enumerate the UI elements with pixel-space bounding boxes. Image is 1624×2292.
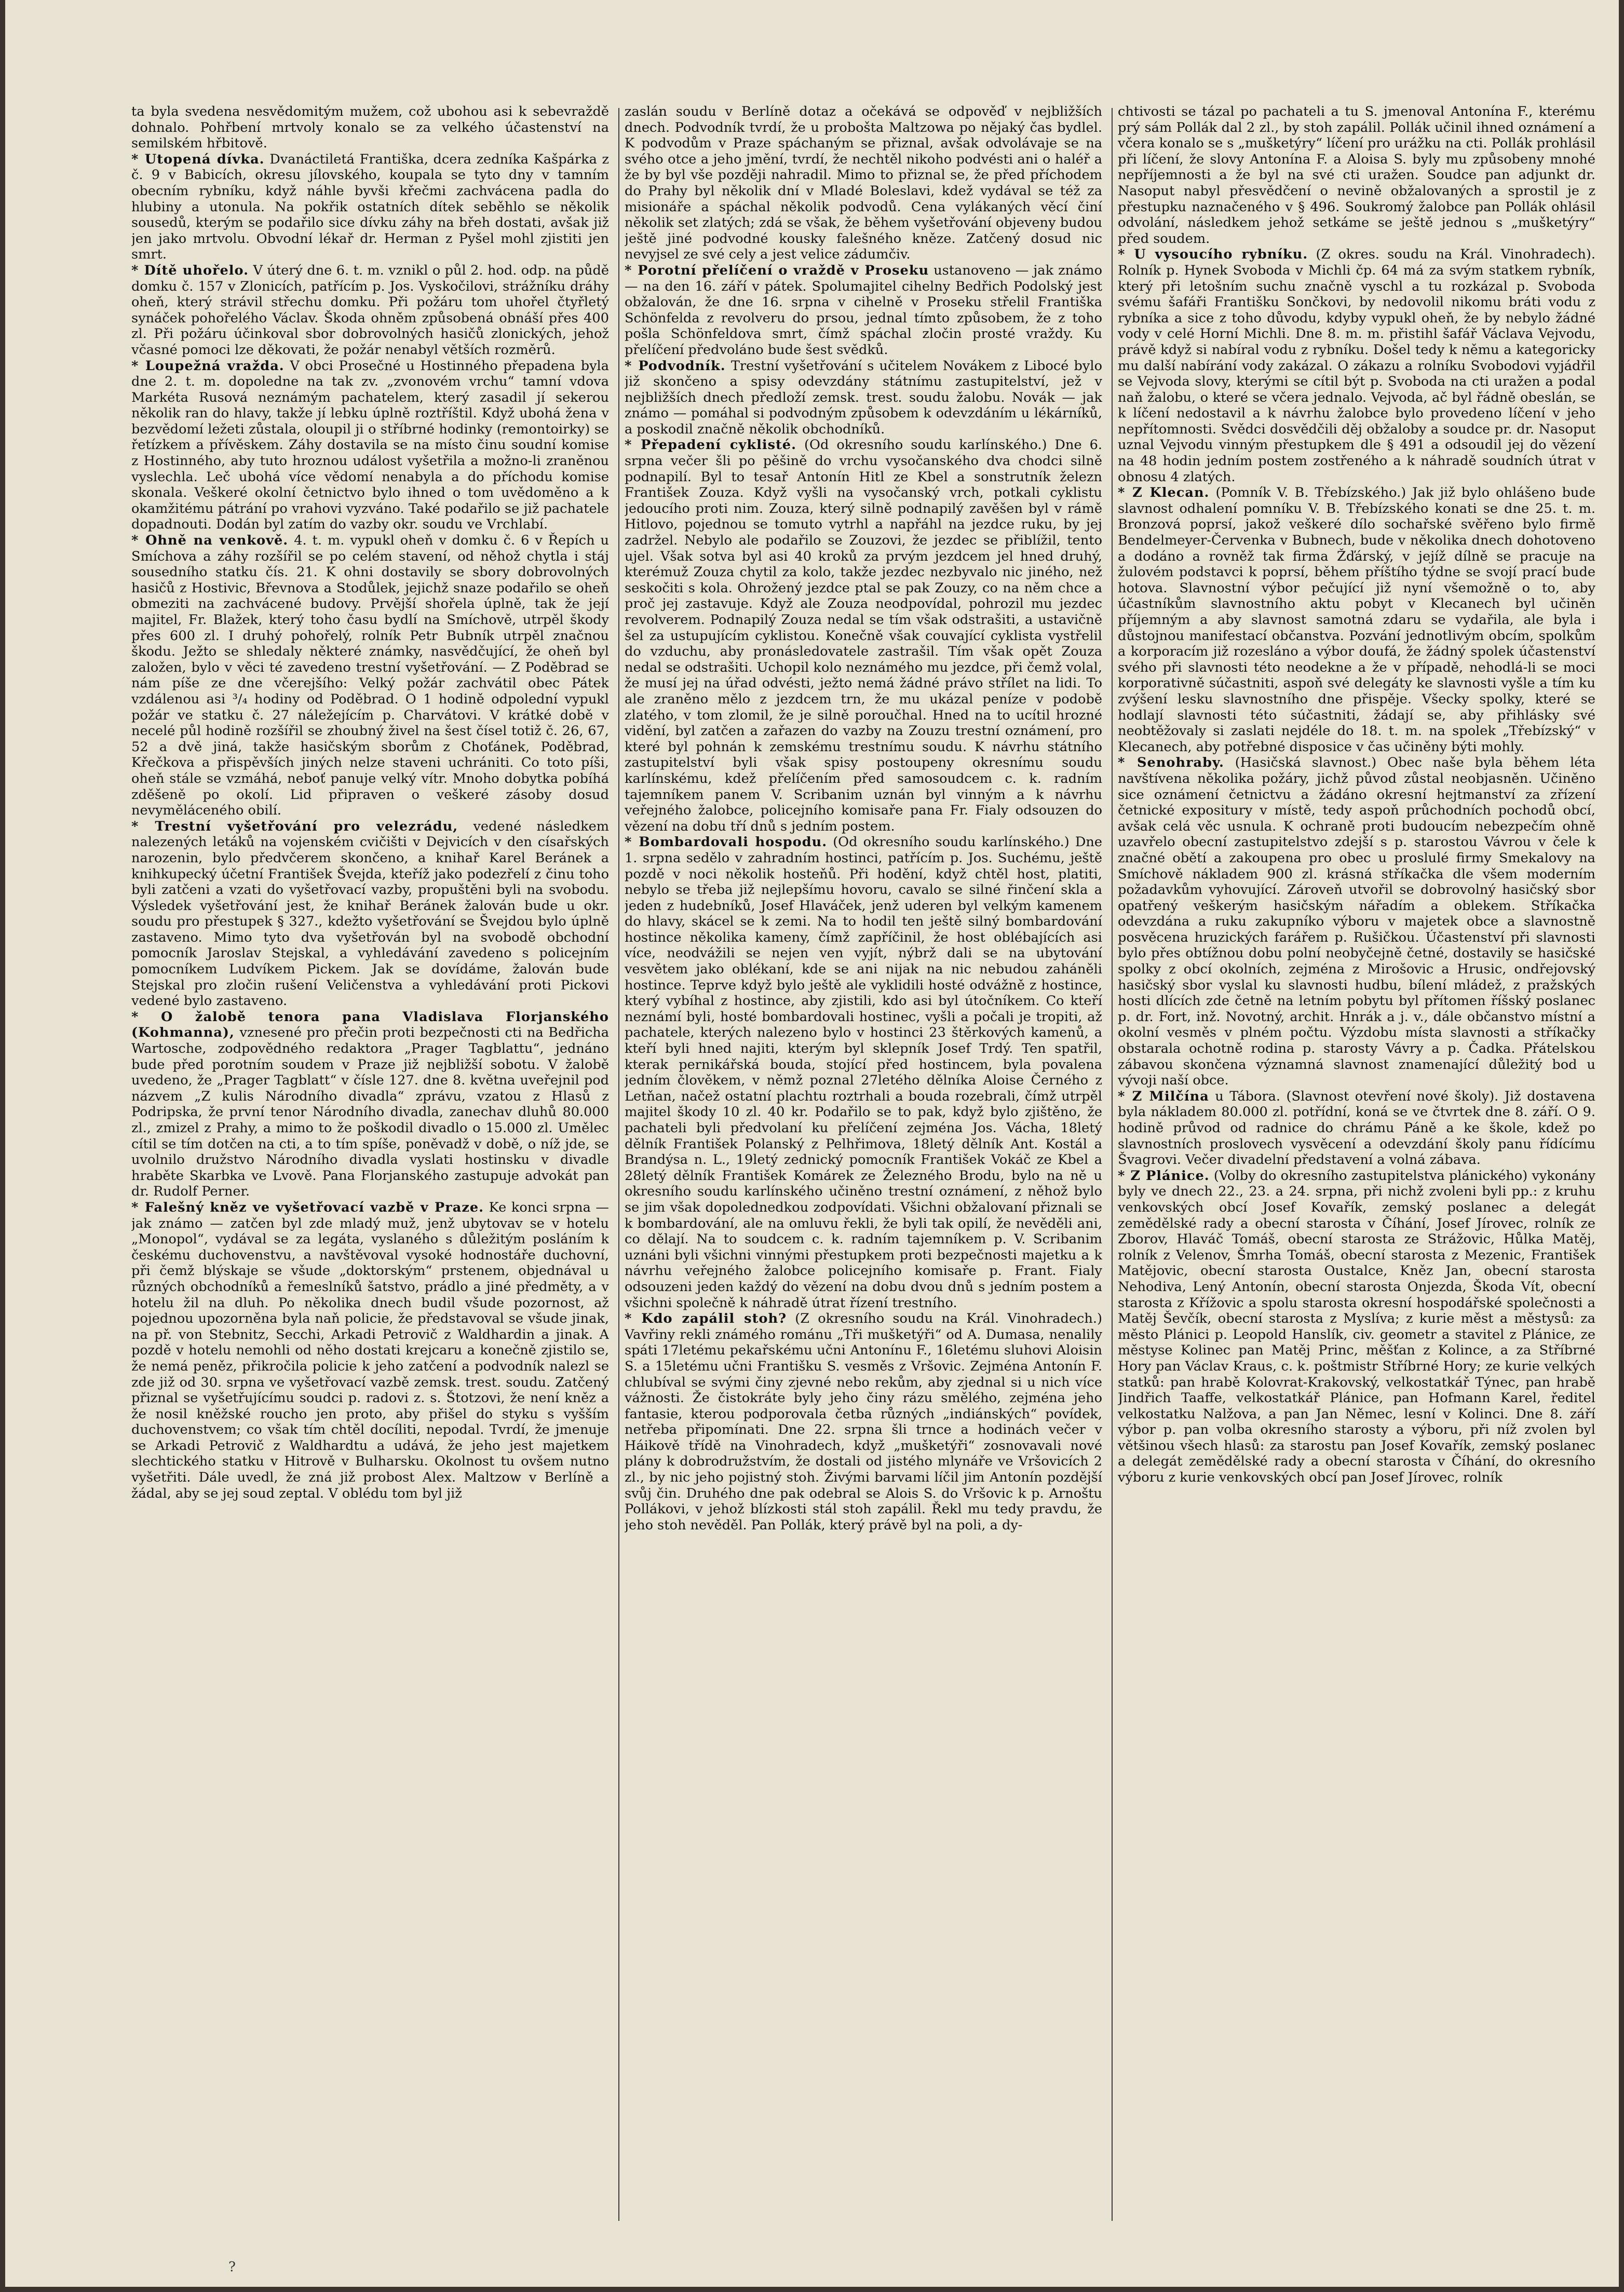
article-body: Trestní vyšetřování s učitelem Novákem z Libocé bylo již skončeno a spisy odevzdány státnímu zastupitelství, jež v nejbližších dnech předloží zemsk. trest. soudu žalobu. Novák — jak známo — pomáhal si podvodným způsobem k odevzdáním u lékárníků, a poskodil značně několik obchodníků. <box>625 358 1102 437</box>
article-paragraph <box>131 358 609 533</box>
column-3 <box>1118 104 1595 2222</box>
article-paragraph <box>1118 485 1595 755</box>
article-paragraph <box>131 104 609 152</box>
article-paragraph <box>1118 247 1595 485</box>
article-headline: * Z Milčína <box>1118 1088 1209 1104</box>
article-body: vznesené pro přečin proti bezpečnosti cti na Bedřicha Wartosche, zodpovědného redaktora „Prager Tagblattu“, jednáno bude před porotním soudem v Praze již nejbližší sobotu. V žalobě uvedeno, že „Prager Tagblatt“ v čísle 127. dne 8. května uveřejnil pod názvem „Z kulis Národního divadla“ zprávu, vzatou z Hlasů z Podripska, že první tenor Národního divadla, zanechav dluhů 80.000 zl., zmizel z Prahy, a mimo to že poškodil divadlo o 15.000 zl. Umělec cítil se tím dotčen na cti, a to tím spíše, poněvadž v době, o níž jde, se uvolnilo družstvo Národního divadla vyslati hostinsku v divadle hraběte Skarbka ve Lvově. Pana Florjanského zastupuje advokát pan dr. Rudolf Perner. <box>131 1025 609 1200</box>
article-body: u Tábora. (Slavnost otevření nové školy). Již dostavena byla nákladem 80.000 zl. potřídní, koná se ve čtvrtek dne 8. září. O 9. hodině průvod od radnice do chrámu Páně a ke škole, kdež po slavnostních proslovech vysvěcení a odevzdání školy panu řídícímu Švagrovi. Večer divadelní představení a volná zábava. <box>1118 1088 1595 1168</box>
article-headline: * Porotní přelíčení o vraždě v Proseku <box>625 262 929 278</box>
article-body: ta byla svedena nesvědomitým mužem, což ubohou asi k sebevraždě dohnalo. Pohřbení mrtvoly konalo se za velkého účastenství na semilském hřbitově. <box>131 104 609 152</box>
article-headline: * Ohně na venkově. <box>131 533 289 549</box>
article-body: chtivosti se tázal po pachateli a tu S. jmenoval Antonína F., kterému prý sám Pollák dal 2 zl., by stoh zapálil. Pollák učinil ihned oznámení a včera konalo se s „mušketýry“ líčení pro urážku na cti. Pollák prohlásil při líčení, že slovy Antonína F. a Aloisa S. byly mu způsobeny mnohé nepříjemnosti a že byl na své cti uražen. Soudce pan adjunkt dr. Nasoput nabyl přesvědčení o nevině obžalovaných a sprostil je z přestupku naznačeného v § 496. Soukromý žalobce pan Pollák ohlásil odvolání, následkem jehož setkáme se ještě jednou s „mušketýry“ před soudem. <box>1118 104 1595 247</box>
article-body: (Z okres. soudu na Král. Vinohradech). Rolník p. Hynek Svoboda v Michli čp. 64 má za svým statkem rybník, který při letošním suchu značně vyschl a tu rozkázal p. Svoboda svému šafáři Františku Sončkovi, by nedovolil nikomu bráti vodu z rybníka a sice z toho důvodu, kdyby vypukl oheň, že by nebylo žádné vody v celé Horní Michli. Dne 8. m. m. přistihl šafář Václava Vejvodu, právě když si nabíral vodu z rybníku. Došel tedy k němu a kategoricky mu další nabírání vody zakázal. O zákazu a rolníku Svobodovi vyjádřil se Vejvoda slovy, kterými se cítil být p. Svoboda na cti uražen a podal naň žalobu, o které se včera jednalo. Vejvoda, ač byl řádně obeslán, se k líčení nedostavil a k návrhu žalobce bylo provedeno líčení v jeho nepřítomnosti. Svědci dosvědčili děj obžaloby a soudce pr. dr. Nasoput uznal Vejvodu vinným přestupkem dle § 491 a odsoudil jej do vězení na 48 hodin jedním postem zostřeného a k náhradě soudních útrat v obnosu 4 zlatých. <box>1118 247 1595 485</box>
article-body: ustanoveno — jak známo — na den 16. září v pátek. Spolumajitel cihelny Bedřich Podolský jest obžalován, že dne 16. srpna v cihelně v Proseku střelil Františka Schönfelda z revolveru do prsou, jednal tímto způsobem, že z toho pošla Schönfeldova smrt, čímž spáchal zločin prosté vraždy. Ku přelíčení předvoláno bude šest svědků. <box>625 262 1102 358</box>
article-paragraph <box>1118 104 1595 247</box>
article-headline: * Přepadení cyklisté. <box>625 437 796 453</box>
article-paragraph <box>1118 755 1595 1088</box>
article-headline: * Kdo zapálil stoh? <box>625 1311 787 1327</box>
article-headline: * Podvodník. <box>625 358 726 374</box>
scan-edge-right <box>1619 0 1624 2292</box>
article-body: Dvanáctiletá Františka, dcera zedníka Kašpárka z č. 9 v Babicích, okresu jílovského, koupala se tyto dny v tamním obecním rybníku, když náhle byvši křečmi zachvácena padla do hlubiny a utonula. Na pokřik ostatních dítek seběhlo se několik sousedů, kterým se podařilo sice dívku záhy na břeh dostati, avšak již jen jako mrtvolu. Obvodní lékař dr. Herman z Pyšel mohl zjistiti jen smrt. <box>131 151 609 263</box>
article-body: (Pomník V. B. Třebízského.) Jak již bylo ohlášeno bude slavnost odhalení pomníku V. B. Třebízského konati se dne 25. t. m. Bronzová poprsí, jakož veškeré dílo sochařské svěřeno bylo firmě Bendelmeyer-Červenka v Bubnech, bude v několika dnech dohotoveno a dodáno a rovněž tak firma Žďárský, v jejíž dílně se pracuje na žulovém podstavci k poprsí, během příštího týdne se svojí prací bude hotova. Slavnostní výbor pečující již nyní všemožně o to, aby účastníkům slavnostního aktu pobyt v Klecanech byl učiněn příjemným a aby slavnost samotná zdaru se vydařila, ale byla i důstojnou manifestací občanstva. Pozvání jednotlivým obcím, spolkům a korporacím již rozesláno a výbor doufá, že žádný spolek účastenství svého při slavnosti této neodekne a že v případě, nehodlá-li se moci korporativně súčastniti, aspoň své delegáty ke slavnosti vyšle a tím ku zvýšení lesku slavnostního dne přispěje. Všecky spolky, které se hodlají slavnosti této súčastniti, žádají se, aby přihlásky své neobtěžovaly si zaslati nejdéle do 18. t. m. na spolek „Třebízský“ v Klecanech, aby potřebné disposice v čas učiněny býti mohly. <box>1118 485 1595 755</box>
article-headline: * Trestní vyšetřování pro velezrádu, <box>131 818 458 834</box>
article-paragraph <box>625 1311 1102 1533</box>
article-paragraph <box>625 104 1102 263</box>
article-body: (Od okresního soudu karlínského.) Dne 1. srpna sedělo v zahradním hostinci, patřícím p. Jos. Suchému, ještě pozdě v noci několik hosteňů. Při hodění, když chtěl host, platiti, nebylo se třeba již nejlepšímu hovoru, cavalo se silné řinčení skla a jeden z hudebníků, Josef Hlaváček, jenž uderen byl velkým kamenem do hlavy, skácel se k zemi. Na to hodil ten ještě silný bombardování hostince několika kameny, čímž zapříčinil, že host oblébajících asi více, neodvážili se nejen ven vyjít, nýbrž dali se na ubytování vesvětem jako oblékaní, kde se ani nijak na nic nebudou zaháněli hostince. Teprve když bylo ještě ale vyklidili hosté odvážně z hostince, který vybíhal z hostince, aby zjistili, kdo asi byl útočníkem. Co kteří neznámí byli, hosté bombardovali hostinec, vyšli a počali je tropiti, až pachatele, kterých nalezeno bylo v hostinci 23 štěrkových kamenů, a kteří byli hned najiti, kterým byl sklepník Josef Trdý. Ten spatřil, kterak pernikářská bouda, stojící před hostincem, byla povalena jedním člověkem, v němž poznal 27letého dělníka Aloise Černého z Letňan, načež ostatní plachtu roztrhali a bouda rozebrali, čímž utrpěl majitel škody 10 zl. 40 kr. Podařilo se to pak, když bylo zjištěno, že pachateli byli předvolaní ku přelíčení zejména Jos. Vácha, 18letý dělník František Polanský z Pelhřimova, 18letý dělník Ant. Kostál a Brandýsa n. L., 19letý zednický pomocník František Vokáč ze Kbel a 28letý dělník František Komárek ze Železného Brodu, bylo na ně u okresního soudu karlínského učiněno trestní oznámení, z něhož bylo se jim však dopolednedkou zodpovídati. Všichni obžalovaní přiznali se k bombardování, ale na omluvu řekli, že byli tak opilí, že nevěděli ani, co dělají. Na to soudcem c. k. radním tajemníkem p. V. Scribanim uznáni byli všichni vinnými přestupkem proti bezpečnosti majetku a k návrhu veřejného žalobce policejního komisaře p. Frant. Fialy odsouzeni jeden každý do vězení na dobu dvou dnů s jedním postem a všichni společně k náhradě útrat řízení trestního. <box>625 834 1102 1311</box>
column-divider <box>618 108 619 2221</box>
article-paragraph <box>625 437 1102 834</box>
article-headline: * O žalobě tenora pana Vladislava Florjanského (Kohmanna), <box>131 1009 609 1041</box>
article-headline: * Z Klecan. <box>1118 485 1210 501</box>
column-2 <box>625 104 1102 2222</box>
article-headline: * Senohraby. <box>1118 755 1224 771</box>
article-body: 4. t. m. vypukl oheň v domku č. 6 v Řepích u Smíchova a záhy rozšířil se po celém stavení, od něhož chytla i stáj sousedního statku čís. 21. K ohni dostavily se sbory dobrovolných hasičů z Hostivic, Břevnova a Stodůlek, jejichž snaze podařilo se oheň obmeziti na zachvácené budovy. Prvější shořela úplně, tak že její majitel, Fr. Blažek, který toho času bydlí na Smíchově, utrpěl škody přes 600 zl. I druhý pohořelý, rolník Petr Bubník utrpěl značnou škodu. Ježto se shledaly některé známky, nasvědčující, že oheň byl založen, bylo v věci té zavedeno trestní vyšetřování. — Z Poděbrad se nám píše ze dne včerejšího: Velký požár zachvátil obec Pátek vzdálenou asi ³/₄ hodiny od Poděbrad. O 1 hodině odpolední vypukl požár ve statku č. 27 náležejícím p. Charvátovi. V krátké době v necelé půl hodině rozšířil se zhoubný živel na šest čísel totiž č. 26, 67, 52 a dvě jiná, takže hasičským sborům z Choťánek, Poděbrad, Křečkova a přispěvších jiných nelze staveni uchrániti. Co toto píši, oheň stále se vzmáhá, neboť panuje velký vítr. Mnoho dobytka pobíhá zděšeně po okolí. Lid připraven o veškeré zásoby dosud nevyměláceného obilí. <box>131 533 609 819</box>
article-paragraph <box>131 1009 609 1200</box>
page-mark: ? <box>228 2259 236 2275</box>
article-headline: * Bombardovali hospodu. <box>625 834 828 850</box>
scan-edge-left <box>0 0 5 2292</box>
article-body: (Hasičská slavnost.) Obec naše byla během léta navštívena několika požáry, jichž původ zůstal neobjasněn. Učiněno sice oznámení četnictvu a žádáno okresní hejtmanství za zřízení četnické expositury v místě, tedy aspoň průchodních pochodů obcí, avšak celá věc usnula. K ochraně proti budoucím nebezpečím ohně uzavřelo obecní zastupitelstvo zdejší s p. starostou Vávrou v čele k značné obětí a zakoupena pro obec u proslulé firmy Smekalovy na Smíchově nákladem 900 zl. krásná stříkačka dle všem moderním požadavkům vyhovující. Zároveň utvořil se dobrovolný hasičský sbor opatřený veškerým hasičským nářadím a oblekem. Stříkačka odevzdána a ruku zakupníko výboru v majetek obce a slavnostně posvěcena hruzických farářem p. Rušičkou. Účastenství při slavnosti bylo přes obtížnou dobu polní neobyčejně četné, dostavily se hasičské spolky z obcí okolních, zejména z Mirošovic a Hrusic, ondřejovský hasičský sbor vyslal ku slavnosti hudbu, bílení mládež, z pražských hosti dlících zde četně na letním pobytu byl přítomen říšský poslanec p. dr. Fort, inž. Novotný, archit. Hnrák a j. v., dále občanstvo místní a okolní vesměs v plném počtu. Výzdobu místa slavnosti a stříkačky obstarala ochotně rodina p. starosty Vávry a p. Čadka. Přátelskou zábavou skončena významná slavnost znamenající důležitý bod u vývoji naší obce. <box>1118 755 1595 1089</box>
article-body: V úterý dne 6. t. m. vznikl o půl 2. hod. odp. na půdě domku č. 157 v Zlonicích, patřícím p. Jos. Vyskočilovi, strážníku dráhy oheň, který strávil střechu domku. Při požáru tom uhořel čtyřletý synáček pohořelého Václav. Škoda ohněm způsobená obnáší přes 400 zl. Při požáru účinkoval sbor dobrovolných hasičů zlonických, jehož včasné pomoci lze děkovati, že požár nenabyl větších rozměrů. <box>131 262 609 358</box>
article-body: (Z okresního soudu na Král. Vinohradech.) Vavřiny rekli známého románu „Tři mušketýři“ od A. Dumasa, nenalily spáti 17letému pekařskému učni Antonínu F., 16letému sluhovi Aloisin S. a 15letému učni Františku S. vesměs z Vršovic. Zejména Antonín F. chlubíval se svými činy zjevné nebo rekům, aby zjednal si u nich více vážnosti. Že čistokráte byly jeho činy rázu smělého, zejména jeho fantasie, kterou podporovala četba různých „indiánských“ povídek, netřeba připomínati. Dne 22. srpna šli trnce a hodinách večer v Háikově třídě na Vinohradech, když „mušketýři“ zosnovavali nové plány k dobrodružstvím, že dostali od jistého mlynáře ve Vršovicích 2 zl., by nic jeho pojistný stoh. Živými barvami líčil jim Antonín pozdější svůj čin. Druhého dne pak odebral se Alois S. do Vršovic k p. Arnoštu Pollákovi, v jehož blízkosti stál stoh zapálil. Řekl mu tedy pravdu, že jeho stoh nevěděl. Pan Pollák, který právě byl na poli, a dy- <box>625 1311 1102 1533</box>
article-body: (Volby do okresního zastupitelstva plánického) vykonány byly ve dnech 22., 23. a 24. srpna, při nichž zvoleni byli pp.: z kruhu venkovských obcí Josef Kovařík, zemský poslanec a delegát zemědělské rady a obecní starosta v Číhání, Josef Jírovec, rolník ze Zborov, Hlaváč Tomáš, obecní starosta ze Strážovic, Hůlka Matěj, rolník z Velenov, Šmrha Tomáš, obecní starosta z Mezenic, František Matějovic, obecní starosta Oustalce, Kněz Jan, obecní starosta Nehodiva, Lený Antonín, obecní starosta Onjezda, Škoda Vít, obecní starosta z Křížovic a spolu starosta okresní hospodářské společnosti a Matěj Ševčík, obecní starosta z Myslíva; z kurie měst a městysů: za město Plánici p. Leopold Hanslík, civ. geometr a stavitel z Plánice, ze městyse Kolinec pan Matěj Princ, měšťan z Kolince, a za Stříbrné Hory pan Václav Kraus, c. k. poštmistr Stříbrné Hory; ze kurie velkých statků: pan hrabě Kolovrat-Krakovský, velkostatkář Týnec, pan hrabě Jindřich Taaffe, velkostatkář Plánice, pan Hofmann Karel, ředitel velkostatku Nalžova, a pan Jan Němec, lesní v Kolinci. Dne 8. září výbor p. pan volba okresního starosty a výboru, při níž zvolen byl většinou všech hlasů: za starostu pan Josef Kovařík, zemský poslanec a delegát zemědělské rady a obecní starosta v Číhání, do okresního výboru z kurie venkovských obcí pan Josef Jírovec, rolník <box>1118 1168 1595 1486</box>
article-paragraph <box>625 358 1102 438</box>
article-headline: * Z Plánice. <box>1118 1168 1210 1184</box>
scan-edge-bottom <box>0 2287 1624 2292</box>
article-paragraph <box>131 152 609 263</box>
article-paragraph <box>131 1200 609 1501</box>
article-paragraph <box>1118 1089 1595 1168</box>
article-body: (Od okresního soudu karlínského.) Dne 6. srpna večer šli po pěšině do vrchu vysočanského dva chodci silně podnapilí. Byl to tesař Antonín Hitl ze Kbel a sonstrutník železn František Zouza. Když vyšli na vysočanský vrch, potkali cyklistu jedoucího proti nim. Zouza, který silně podnapilý zavěšen byl v rámě Hitlovo, pojednou se tomuto vytrhl a napřáhl na jezdce ruku, by jej zadržel. Nebylo ale podařilo se Zouzovi, že jezdec se přiblížil, tento ujel. Však sotva byl asi 40 kroků za prvým jezdcem jel hned druhý, kterémuž Zouza chytil za kolo, takže jezdec nezbyvalo nic jiného, než seskočiti s kola. Ohrožený jezdce ptal se pak Zouzy, co na něm chce a proč jej zastavuje. Když ale Zouza neodpovídal, pohrozil mu jezdec revolverem. Podnapilý Zouza nedal se tím však odstrašiti, a ustavičně šel za ustupujícím cyklistou. Konečně však couvající cyklista vystřelil do vzduchu, aby pronásledovatele zastrašil. Tím však opět Zouza nedal se odstrašiti. Uchopil kolo neznámého mu jezdce, při čemž volal, že musí jej na úřad odvésti, ježto nemá žádné právo střílet na lidi. To ale zraněno mělo z jezdcem trn, že mu ukázal peníze v podobě zlatého, v tom zlomil, že je silně poroučhal. Hned na to ucítil hrozné vidění, byl zatčen a zařazen do vazby na Zouzu trestní oznámení, pro které byl pohnán k zemskému trestnímu soudu. K návrhu státního zastupitelství byli však spisy postoupeny okresnímu soudu karlínskému, kdež přelíčením před samosoudcem c. k. radním tajemníkem panem V. Scribanim uznán byl vinným a k návrhu veřejného žalobce, policejního komisaře pana Fr. Fialy odsouzen do vězení na dobu tří dnů s jedním postem. <box>625 437 1102 834</box>
article-paragraph <box>1118 1168 1595 1486</box>
article-body: Ke konci srpna — jak známo — zatčen byl zde mladý muž, jenž ubytovav se v hotelu „Monopol“, vydával se za legáta, vyslaného s důležitým posláním k českému duchovenstvu, a navštěvoval vysoké hodnostáře duchovní, při čemž blýskaje se všude „doktorským“ prstenem, objednával u různých obchodníků a řemeslníků šatstvo, prádlo a jiné předměty, a v hotelu žil na dluh. Po několika dnech budil všude pozornost, až pojednou upozorněna byla naň policie, že představoval se všude jinak, na př. von Stebnitz, Secchi, Arkadi Petrovič z Waldhardin a jinak. A pozdě v hotelu nemohli od něho dostati krejcaru a konečně zjistilo se, že nemá peněz, přikročila policie k jeho zatčení a podvodník nalezl se zde již od 30. srpna ve vyšetřovací vazbě zemsk. trest. soudu. Zatčený přiznal se vyšetřujícímu soudci p. radovi z. s. Štotzovi, že není kněz a že nosil kněžské roucho jen proto, aby přišel do styku s vyšším duchovenstvem; co však tím chtěl docíliti, nepodal. Tvrdí, že jmenuje se Arkadi Petrovič z Waldhardtu a udává, že jeho jest majetkem slechtického statku v Hitrově v Bulharsku. Okolnost tu ovšem nutno vyšetřiti. Dále uvedl, že zná již probost Alex. Maltzow v Berlíně a žádal, aby se jej soud zeptal. V oblédu tom byl již <box>131 1199 609 1501</box>
column-1 <box>131 104 609 2222</box>
article-headline: * Falešný kněz ve vyšetřovací vazbě v Praze. <box>131 1199 484 1215</box>
article-paragraph <box>131 263 609 358</box>
article-paragraph <box>625 834 1102 1311</box>
column-divider <box>1112 108 1113 2221</box>
article-paragraph <box>625 263 1102 358</box>
article-headline: * Loupežná vražda. <box>131 358 285 374</box>
article-headline: * Dítě uhořelo. <box>131 262 249 278</box>
article-headline: * Utopená dívka. <box>131 151 265 167</box>
article-headline: * U vysoucího rybníku. <box>1118 247 1308 263</box>
article-paragraph <box>131 533 609 819</box>
article-paragraph <box>131 819 609 1009</box>
article-body: V obci Prosečné u Hostinného přepadena byla dne 2. t. m. dopoledne na tak zv. „zvonovém vrchu“ tamní vdova Markéta Rusová neznámým pachatelem, který zasadil jí sekerou několik ran do hlavy, takže jí lebku úplně roztříštil. Když ubohá žena v bezvědomí ležeti zůstala, oloupil ji o stříbrné hodinky (remontoirky) se řetízkem a přívěskem. Záhy dostavila se na místo činu soudní komise z Hostinného, aby tuto hroznou událost vyšetřila a možno-li zraněnou vyslechla. Leč ubohá více vědomí nenabyla a do příchodu komise skonala. Veškeré okolní četnictvo bylo ihned o tom uvědoměno a k okamžitému pátrání po vrahovi vyzváno. Také podařilo se již pachatele dopadnouti. Dodán byl zatím do vazby okr. soudu ve Vrchlabí. <box>131 358 609 533</box>
article-body: vedené následkem nalezených letáků na vojenském cvičišti v Dejvicích v den císařských narozenin, bylo předvčerem skončeno, a knihař Karel Beránek a knihkupecký účetní František Švejda, kteříž jako podezřelí z činu toho byli zatčeni a vzati do vyšetřovací vazby, propuštěni byli na svobodu. Výsledek vyšetřování jest, že knihař Beránek žalován bude u okr. soudu pro přestupek § 327., kdežto vyšetřování se Švejdou bylo úplně zastaveno. Mimo tyto dva vyšetřován byl na svobodě obchodní pomocník Jaroslav Stejskal, a vyhledávání zavedeno s policejním pomocníkem Ludvíkem Pickem. Jak se dovídáme, žalován bude Stejskal pro zločin rušení Veličenstva a vyhledávání proti Pickovi vedené bylo zastaveno. <box>131 818 609 1009</box>
article-body: zaslán soudu v Berlíně dotaz a očekává se odpověď v nejbližších dnech. Podvodník tvrdí, že u probošta Maltzowa po nějaký čas bydlel. K podvodům v Praze spáchaným se přiznal, avšak odvolávaje se na svého otce a jeho jmění, tvrdí, že nechtěl nikoho podvésti ani o haléř a že by byl vše později nahradil. Mimo to přiznal se, že před příchodem do Prahy byl několik dní v Mladé Boleslavi, kdež vydával se též za misionáře a spáchal několik podvodů. Cena vylákaných věcí činí několik set zlatých; zdá se však, že během vyšetřování objeveny budou ještě jiné podvodné kousky falešného kněze. Zatčený dosud nic nevyjsel ze své cely a jest velice zádumčiv. <box>625 104 1102 263</box>
